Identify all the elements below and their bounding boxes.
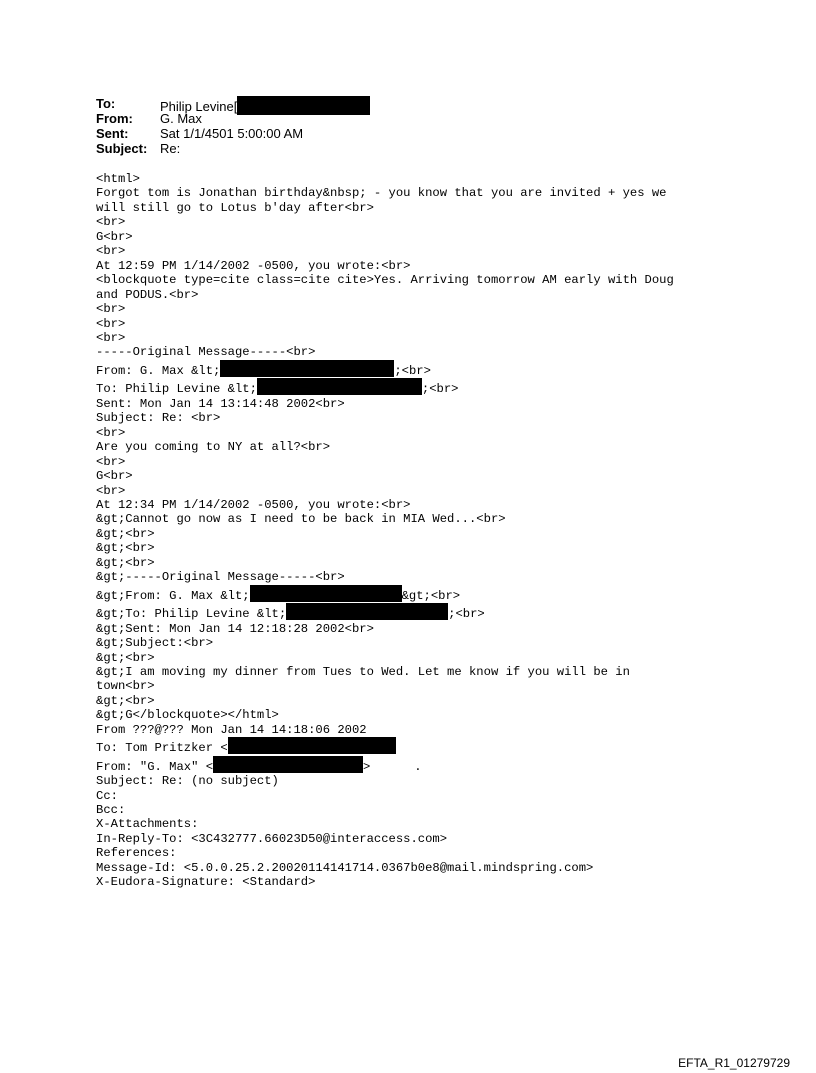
from-label: From:: [96, 111, 133, 126]
sent-value: Sat 1/1/4501 5:00:00 AM: [160, 126, 304, 141]
body-line: &gt;I am moving my dinner from Tues to Wed. Let me know if you will be in: [96, 664, 630, 679]
body-line: <br>: [96, 244, 126, 259]
body-line: G<br>: [96, 229, 133, 244]
body-line: Message-Id: <5.0.0.25.2.20020114141714.0367b0e8@mail.mindspring.com>: [96, 860, 594, 875]
redaction-box: [228, 737, 396, 754]
body-line: &gt;<br>: [96, 555, 155, 570]
body-line: In-Reply-To: <3C432777.66023D50@interaccess.com>: [96, 831, 448, 846]
body-line: Sent: Mon Jan 14 13:14:48 2002<br>: [96, 396, 345, 411]
body-line: &gt;Sent: Mon Jan 14 12:18:28 2002<br>: [96, 621, 374, 636]
body-line: From ???@??? Mon Jan 14 14:18:06 2002: [96, 722, 367, 737]
redaction-box: [286, 603, 448, 620]
body-line: &gt;From: G. Max &lt;: [96, 588, 250, 603]
body-line: &gt;-----Original Message-----<br>: [96, 570, 345, 585]
body-line: <br>: [96, 454, 126, 469]
from-value: G. Max: [160, 111, 202, 126]
body-line: Forgot tom is Jonathan birthday&nbsp; - you know that you are invited + yes we: [96, 186, 667, 201]
body-line: > .: [363, 759, 422, 774]
body-line: Are you coming to NY at all?<br>: [96, 440, 331, 455]
body-line: &gt;<br>: [96, 650, 155, 665]
body-line: &gt;G</blockquote></html>: [96, 708, 279, 723]
to-label: To:: [96, 96, 116, 111]
body-line: ;<br>: [394, 363, 431, 378]
redaction-box: [237, 96, 370, 115]
sent-label: Sent:: [96, 126, 129, 141]
redaction-box: [250, 585, 402, 602]
redaction-box: [213, 756, 363, 773]
body-line: <br>: [96, 425, 126, 440]
body-line: <br>: [96, 483, 126, 498]
body-line: &gt;<br>: [96, 541, 155, 556]
body-line: town<br>: [96, 679, 155, 694]
body-line: <br>: [96, 215, 126, 230]
body-line: <br>: [96, 302, 126, 317]
body-line: &gt;<br>: [96, 693, 155, 708]
subject-label: Subject:: [96, 141, 148, 156]
body-line: ;<br>: [421, 382, 459, 397]
body-line: Bcc:: [96, 803, 126, 818]
body-line: will still go to Lotus b'day after<br>: [96, 200, 374, 215]
body-line: X-Eudora-Signature: <Standard>: [96, 875, 316, 890]
redaction-box: [257, 378, 422, 395]
body-line: Subject: Re: (no subject): [96, 774, 279, 789]
body-line: Cc:: [96, 788, 118, 803]
body-line: G<br>: [96, 469, 133, 484]
body-line: -----Original Message-----<br>: [96, 345, 316, 360]
body-line: &gt;<br>: [96, 526, 155, 541]
body-line: &gt;Cannot go now as I need to be back in MIA Wed...<br>: [96, 512, 506, 527]
body-line: At 12:59 PM 1/14/2002 -0500, you wrote:<br>: [96, 258, 411, 273]
to-name: Philip Levine[: [160, 99, 238, 114]
body-line: &gt;<br>: [401, 588, 461, 603]
body-line: Subject: Re: <br>: [96, 411, 221, 426]
body-line: From: G. Max &lt;: [96, 363, 221, 378]
body-line: ;<br>: [448, 607, 485, 622]
subject-value: Re:: [160, 141, 181, 156]
body-line: &gt;Subject:<br>: [96, 636, 214, 651]
body-line: <br>: [96, 316, 126, 331]
body-line: To: Tom Pritzker <: [96, 741, 228, 756]
redaction-box: [220, 360, 394, 377]
body-line: and PODUS.<br>: [96, 287, 199, 302]
body-line: &gt;To: Philip Levine &lt;: [96, 607, 287, 622]
body-line: At 12:34 PM 1/14/2002 -0500, you wrote:<br>: [96, 497, 411, 512]
body-line: To: Philip Levine &lt;: [96, 382, 257, 397]
body-line: X-Attachments:: [96, 817, 199, 832]
body-line: <blockquote type=cite class=cite cite>Yes. Arriving tomorrow AM early with Doug: [96, 273, 674, 288]
body-line: <html>: [96, 172, 140, 186]
document-id-footer: EFTA_R1_01279729: [678, 1056, 790, 1070]
email-body: [96, 172, 674, 890]
body-line: From: "G. Max" <: [96, 759, 214, 774]
body-line: <br>: [96, 330, 126, 345]
body-line: References:: [96, 846, 177, 861]
